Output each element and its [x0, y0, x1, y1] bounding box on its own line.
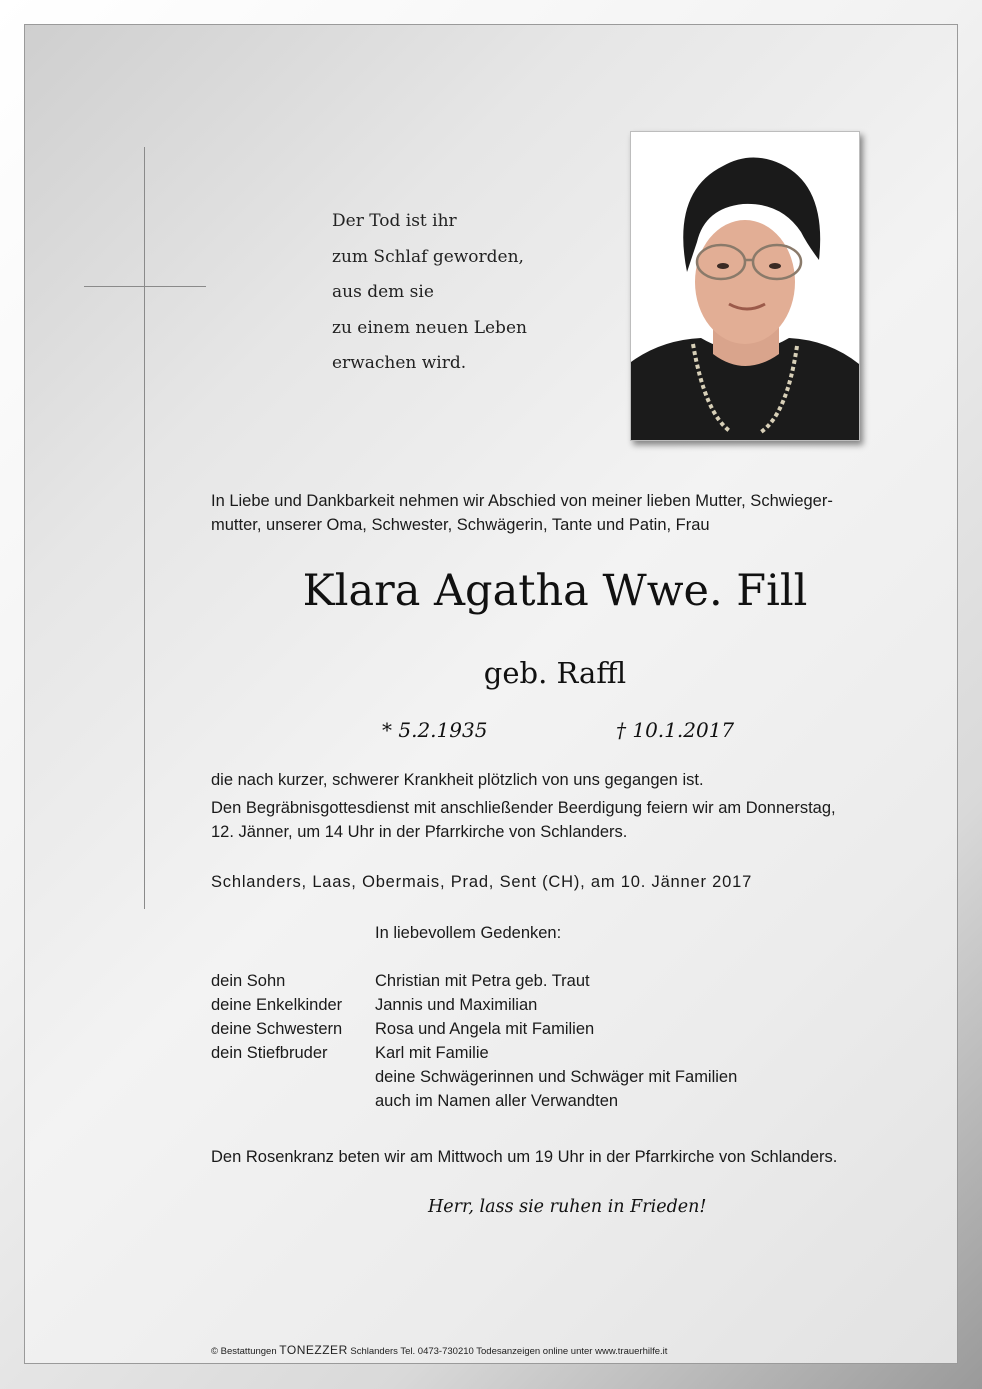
birth-date: * 5.2.1935 — [382, 718, 488, 742]
intro-line: In Liebe und Dankbarkeit nehmen wir Abschied von meiner lieben Mutter, Schwieger- — [211, 492, 833, 510]
footer-prefix: © Bestattungen — [211, 1346, 277, 1357]
place-date: Schlanders, Laas, Obermais, Prad, Sent (CH), am 10. Jänner 2017 — [211, 873, 753, 891]
mourner-names: auch im Namen aller Verwandten — [375, 1092, 619, 1110]
portrait-image — [631, 132, 859, 440]
memory-heading: In liebevollem Gedenken: — [375, 924, 562, 942]
funeral-paragraph — [211, 796, 836, 844]
funeral-line: 12. Jänner, um 14 Uhr in der Pfarrkirche von Schlanders. — [211, 823, 628, 841]
farewell-line: Herr, lass sie ruhen in Frieden! — [428, 1197, 707, 1217]
quote-line: zu einem neuen Leben — [332, 317, 527, 338]
portrait-photo — [630, 131, 860, 441]
mourner-names: Karl mit Familie — [375, 1044, 489, 1062]
mourner-relation: deine Enkelkinder — [211, 996, 343, 1014]
quote-line: zum Schlaf geworden, — [332, 246, 524, 267]
funeral-line: Den Begräbnisgottesdienst mit anschließender Beerdigung feiern wir am Donnerstag, — [211, 799, 836, 817]
maiden-name: geb. Raffl — [483, 656, 627, 690]
footer-contact: Schlanders Tel. 0473-730210 Todesanzeigen online unter www.trauerhilfe.it — [350, 1346, 668, 1357]
quote-line: aus dem sie — [332, 282, 434, 302]
mourner-relation: dein Sohn — [211, 972, 286, 990]
footer-credit — [211, 1343, 667, 1357]
mourner-names: Christian mit Petra geb. Traut — [375, 972, 590, 990]
cross-horizontal-beam — [84, 286, 206, 287]
cross-vertical-beam — [144, 147, 145, 909]
intro-line: mutter, unserer Oma, Schwester, Schwägerin, Tante und Patin, Frau — [211, 516, 710, 534]
mourner-relation: dein Stiefbruder — [211, 1044, 328, 1062]
footer-brand: TONEZZER — [279, 1343, 348, 1357]
deceased-name: Klara Agatha Wwe. Fill — [302, 566, 808, 616]
mourner-names: Jannis und Maximilian — [375, 996, 538, 1014]
mourner-names: Rosa und Angela mit Familien — [375, 1020, 595, 1038]
quote-line: erwachen wird. — [332, 353, 467, 373]
mourner-names: deine Schwägerinnen und Schwäger mit Familien — [375, 1068, 738, 1086]
quote-line: Der Tod ist ihr — [332, 211, 457, 231]
passing-text: die nach kurzer, schwerer Krankheit plötzlich von uns gegangen ist. — [211, 771, 704, 789]
rosary-notice: Den Rosenkranz beten wir am Mittwoch um 19 Uhr in der Pfarrkirche von Schlanders. — [211, 1148, 838, 1166]
death-date: † 10.1.2017 — [616, 718, 735, 742]
mourner-relation: deine Schwestern — [211, 1020, 343, 1038]
memorial-quote — [332, 204, 527, 382]
intro-paragraph — [211, 489, 833, 537]
